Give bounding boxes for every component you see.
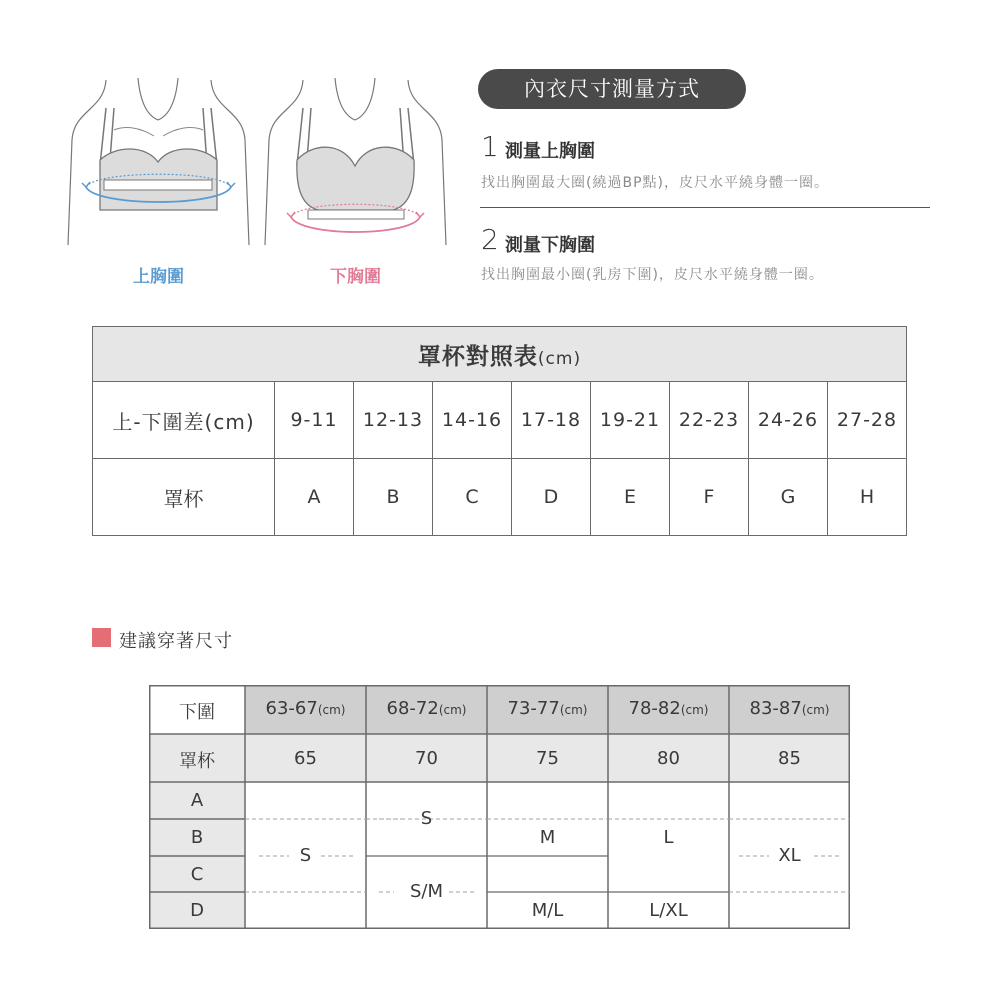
size-cell: L [663,827,674,848]
measure-title-badge: 內衣尺寸測量方式 [478,69,746,109]
cup-cell: G [749,459,828,536]
cup-cell: C [433,459,512,536]
size-cell: M/L [531,900,564,921]
cup-row-label: C [190,864,204,885]
step-1-title: 測量上胸圍 [505,141,595,162]
under-range-cell: 73-77(cm) [507,698,588,719]
lower-bust-label: 下胸圍 [330,267,381,287]
step-divider [480,207,930,208]
cup-row-label: A [190,790,204,811]
lower-bust-figure-icon [263,70,448,250]
size-cell: S/M [409,881,444,902]
lower-bust-illustration [263,70,448,250]
cup-row-label: B [190,827,204,848]
under-range-cell: 63-67(cm) [265,698,346,719]
cup-comparison-table [92,326,907,536]
under-range-cell: 68-72(cm) [386,698,467,719]
cup-cell: B [354,459,433,536]
diff-row-label: 上-下圍差(cm) [93,382,275,459]
under-range-cell: 78-82(cm) [628,698,709,719]
size-cell: M [539,827,556,848]
size-cell: L/XL [649,900,688,921]
table-row [93,459,907,536]
recommended-size-table [149,685,850,929]
diff-cell: 24-26 [749,382,828,459]
size-cell: XL [778,845,801,866]
size-table-grid [149,685,850,929]
band-cell: 85 [778,748,801,769]
band-cell: 75 [536,748,559,769]
step-1-description: 找出胸圍最大圈(繞過BP點)，皮尺水平繞身體一圈。 [481,175,829,191]
step-1-number: 1 [481,130,499,163]
legend-label: 建議穿著尺寸 [119,631,233,652]
size-cell: S [420,808,433,829]
upper-bust-figure-icon [66,70,251,250]
cup-table-title: 罩杯對照表(cm) [93,327,907,382]
upper-bust-label: 上胸圍 [133,267,184,287]
diff-cell: 22-23 [670,382,749,459]
cup-header: 罩杯 [179,751,215,772]
upper-bust-illustration [66,70,251,250]
diff-cell: 12-13 [354,382,433,459]
band-cell: 65 [294,748,317,769]
band-cell: 80 [657,748,680,769]
under-bust-header: 下圍 [179,702,215,723]
step-2-title: 測量下胸圍 [505,235,595,256]
cup-row-label: D [190,900,204,921]
diff-cell: 9-11 [275,382,354,459]
cup-cell: F [670,459,749,536]
step-2-number: 2 [481,223,499,256]
cup-cell: H [828,459,907,536]
under-range-cell: 83-87(cm) [749,698,830,719]
step-2-description: 找出胸圍最小圈(乳房下圍)，皮尺水平繞身體一圈。 [481,267,824,283]
diff-cell: 14-16 [433,382,512,459]
cup-row-label: 罩杯 [93,459,275,536]
band-cell: 70 [415,748,438,769]
cup-cell: A [275,459,354,536]
table-row [93,382,907,459]
diff-cell: 27-28 [828,382,907,459]
diff-cell: 19-21 [591,382,670,459]
legend-color-swatch [92,628,111,647]
cup-cell: D [512,459,591,536]
diff-cell: 17-18 [512,382,591,459]
size-cell: S [299,845,312,866]
cup-cell: E [591,459,670,536]
